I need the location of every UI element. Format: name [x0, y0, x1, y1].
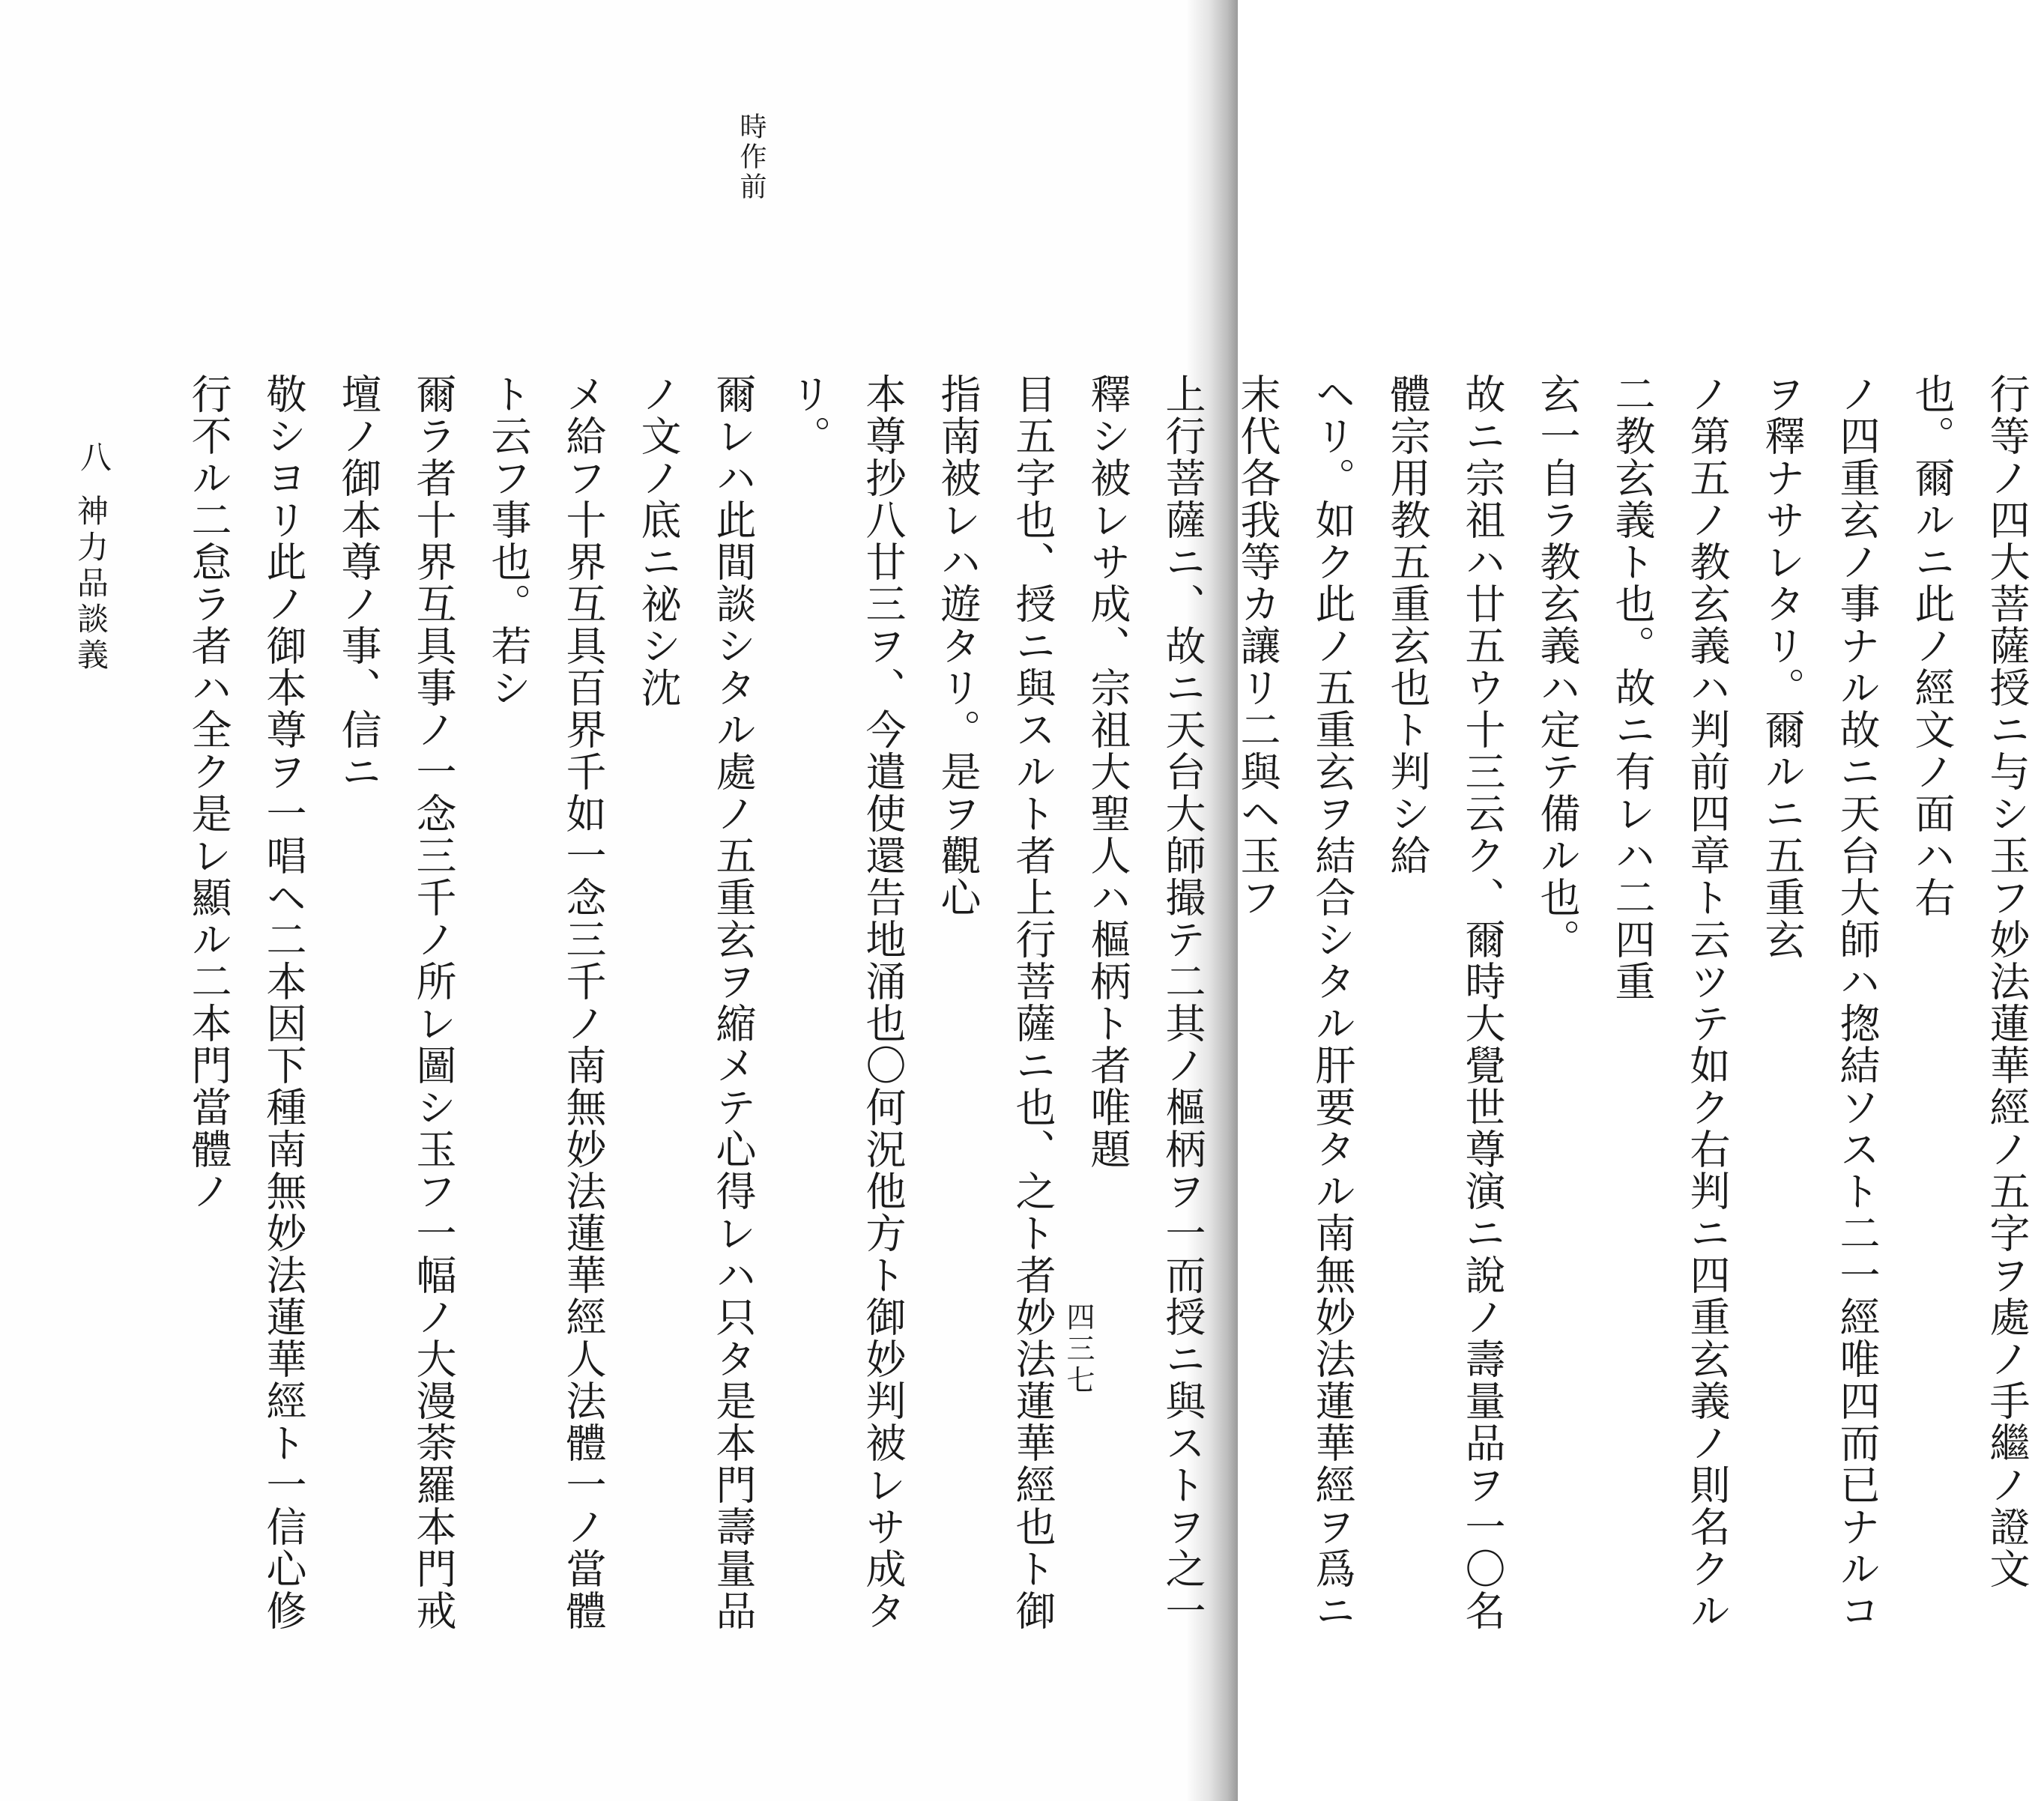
text-column: 爾レハ此間談シタル處ノ五重玄ヲ縮メテ心得レハ只タ是本門壽量品ノ文ノ底ニ祕シ沈 [635, 373, 757, 1632]
text-column: ノ四重玄ノ事ナル故ニ天台大師ハ揔結ソスト二一經唯四而已ナルコヲ釋ナサレタリ。爾ルニ五重玄 [1759, 373, 1881, 1632]
chapter-title: 神力品談義 [73, 494, 109, 674]
text-column: 目五字也、授ニ與スルト者上行菩薩ニ也、之ト者妙法蓮華經也ト御指南被レハ遊タリ。是ヲ觀心 [934, 373, 1056, 1632]
text-column: 玄一自ラ教玄義ハ定テ備ル也。 [1534, 373, 1581, 960]
text-column: 爾ラ者十界互具事ノ一念三千ノ所レ圖シ玉フ一幅ノ大漫荼羅本門戒壇ノ御本尊ノ事、信ニ [335, 373, 457, 1632]
text-column: 敬シヨリ此ノ御本尊ヲ一唱ヘ二本因下種南無妙法蓮華經ト一信心修行不ル二怠ラ者ハ全ク是レ顯ル二本門當體ノ [185, 373, 307, 1632]
marginal-heading: 時作前 [736, 112, 766, 202]
text-column: ノ第五ノ教玄義ハ判前四章ト云ツテ如ク右判ニ四重玄義ノ則名クル二教玄義ト也。故ニ有レハ二四重 [1609, 373, 1731, 1632]
text-column: 行等ノ四大菩薩授ニ与シ玉フ妙法蓮華經ノ五字ヲ處ノ手繼ノ證文也。爾ルニ此ノ經文ノ面ハ右 [1908, 373, 2031, 1590]
text-column: 故ニ宗祖ハ廿五ウ十三云ク、爾時大覺世尊演ニ說ノ壽量品ヲ一〇名體宗用教五重玄也ト判シ給 [1384, 373, 1506, 1632]
page-number: 四三七 [1062, 1302, 1095, 1396]
text-column: 本尊抄八廿三ヲ、今遣使還告地涌也〇何況他方ト御妙判被レサ成タリ。 [784, 373, 907, 1632]
chapter-number: 八 [76, 441, 112, 475]
body-text [171, 373, 2044, 1647]
text-column: 上行菩薩ニ、故ニ天台大師撮テ二其ノ樞柄ヲ一而授ニ與ストヲ之一釋シ被レサ成、宗祖大聖人ハ樞柄ト者唯題 [1084, 373, 1206, 1632]
text-column: ヘリ。如ク此ノ五重玄ヲ結合シタル肝要タル南無妙法蓮華經ヲ爲ニ末代各我等カ讓リ二與ヘ玉フ [1234, 373, 1356, 1632]
text-column: メ給フ十界互具百界千如一念三千ノ南無妙法蓮華經人法體一ノ當體ト云フ事也。若シ [485, 373, 607, 1632]
